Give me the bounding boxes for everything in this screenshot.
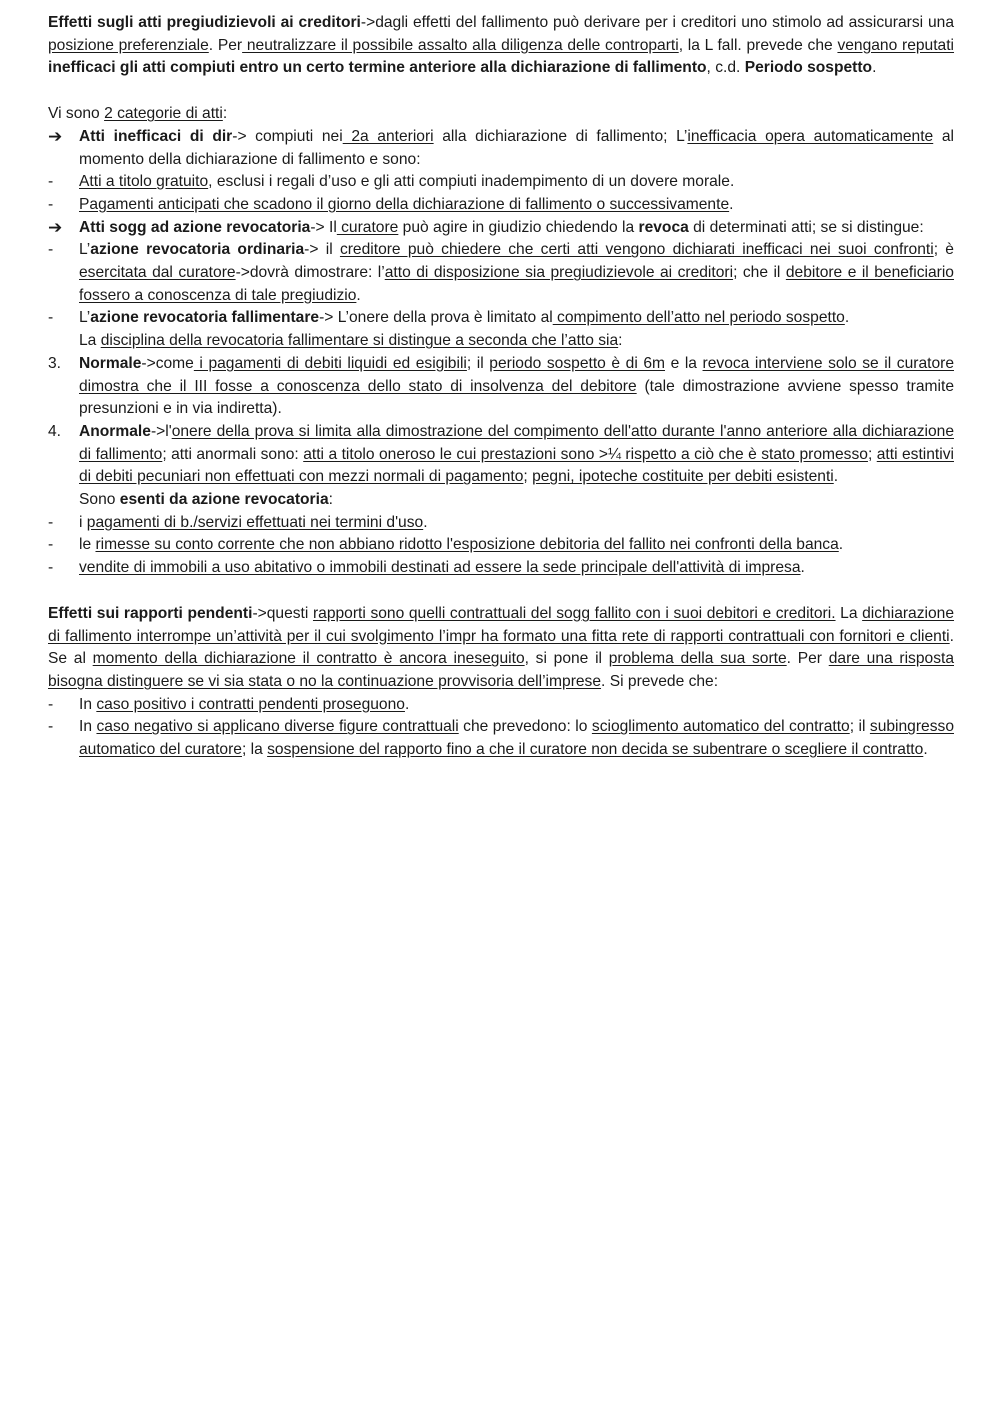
spacer [48, 580, 954, 603]
arrow-right-icon: ➔ [48, 217, 63, 237]
text: . [356, 286, 361, 304]
text: ; la [241, 741, 268, 759]
text: . [800, 559, 805, 577]
list-item-caso-positivo [48, 694, 954, 717]
text: , si pone il [524, 650, 609, 668]
numbered-item-normale [48, 353, 954, 421]
indented-line-esenti [48, 489, 954, 512]
text: : [328, 491, 333, 509]
list-item-revocatoria-ordinaria [48, 239, 954, 307]
bold-text: esenti da azione revocatoria [119, 491, 329, 509]
text: In [79, 695, 97, 713]
text: : [618, 332, 623, 350]
bold-text: Atti inefficaci di dir [79, 127, 233, 145]
spacer [48, 80, 954, 103]
underlined-text: onere della prova si limita alla dimostrazione del compimento dell'atto durante l'anno anteriore alla dichiarazione di fallimento [79, 422, 954, 463]
text: ->come [141, 354, 194, 372]
underlined-text: dare una risposta bisogna distinguere se vi sia stata o no la continuazione provvisoria dell’imprese [48, 650, 954, 690]
text: . [872, 59, 877, 77]
underlined-text: esercitata dal curatore [79, 264, 236, 282]
dash-marker: - [48, 513, 54, 531]
list-item-titolo-gratuito [48, 171, 954, 194]
heading-atti-pregiudizievoli: Effetti sugli atti pregiudizievoli ai creditori [48, 14, 361, 31]
paragraph-rapporti-pendenti [48, 603, 954, 694]
dash-marker: - [48, 536, 54, 554]
dash-marker: - [48, 241, 54, 259]
underlined-text: atti estintivi di debiti pecuniari non effettuati con mezzi normali di pagamento [79, 445, 954, 486]
underlined-text: subingresso automatico del curatore [79, 718, 954, 759]
underlined-text: atti a titolo oneroso le cui prestazioni sono >¼ rispetto a ciò che è stato promesso [303, 445, 868, 463]
arrow-item-atti-inefficaci [48, 126, 954, 171]
dash-marker: - [48, 695, 54, 713]
text: Vi sono [48, 105, 105, 123]
text: . Si prevede che: [601, 672, 719, 690]
underlined-text: pagamenti di b./servizi effettuati nei termini d'uso [86, 513, 424, 531]
text: ->l' [150, 422, 172, 440]
text: , esclusi i regali d’uso e gli atti compiuti inadempimento di un dovere morale. [208, 173, 735, 191]
text: di determinati atti; se si distingue: [688, 218, 924, 236]
text: può agire in giudizio chiedendo la [398, 218, 639, 236]
text: ; [523, 468, 533, 486]
text: ; che il [733, 264, 786, 282]
text: le [79, 536, 96, 554]
text: . [833, 468, 839, 486]
text: e la [665, 354, 703, 372]
underlined-text: Pagamenti anticipati che scadono il giorno della dichiarazione di fallimento o successivamente [79, 195, 730, 213]
underlined-text: pegni, ipoteche costituite per debiti esistenti [532, 468, 834, 486]
text: L’ [79, 309, 91, 327]
list-item-rimesse [48, 534, 954, 557]
underlined-text: debitore e il beneficiario fossero a conoscenza di tale pregiudizio [79, 264, 954, 304]
arrow-item-azione-revocatoria [48, 217, 954, 240]
list-item-pagamenti-anticipati [48, 194, 954, 217]
dash-marker: - [48, 309, 54, 327]
underlined-text: creditore può chiedere che certi atti vengono dichiarati inefficaci nei suoi confronti [339, 241, 934, 259]
text: Sono [79, 491, 120, 509]
underlined-text: rapporti sono quelli contrattuali del sogg fallito con i suoi debitori e creditori. [312, 604, 836, 622]
indented-line-disciplina [48, 330, 954, 353]
underlined-text: inefficacia opera automaticamente [687, 127, 934, 145]
text: . [729, 195, 734, 213]
text: i [79, 513, 87, 531]
underlined-text: vendite di immobili a uso abitativo o immobili destinati ad essere la sede principale dell'attività di impresa [79, 559, 801, 577]
bold-text: azione revocatoria ordinaria [90, 241, 305, 259]
number-marker: 4. [48, 422, 62, 440]
underlined-text: Atti a titolo gratuito [79, 173, 209, 191]
text: L’ [79, 241, 91, 259]
text: In [79, 718, 97, 736]
underlined-text: 2 categorie di atti [104, 105, 223, 123]
list-item-pagamenti-servizi [48, 512, 954, 535]
underlined-text: caso negativo si applicano diverse figure contrattuali [96, 718, 459, 736]
bold-text: Normale [79, 354, 142, 372]
paragraph-categorie [48, 103, 954, 126]
dash-marker: - [48, 173, 54, 191]
underlined-text: revoca interviene solo se il curatore dimostra che il III fosse a conoscenza dello stato di insolvenza del debitore [79, 354, 954, 395]
paragraph-atti-pregiudizievoli [48, 12, 954, 80]
underlined-text: sospensione del rapporto fino a che il curatore non decida se subentrare o scegliere il contratto [267, 741, 924, 759]
dash-marker: - [48, 195, 54, 213]
text: al momento della dichiarazione di fallimento e sono: [79, 127, 954, 168]
list-item-vendite-immobili [48, 557, 954, 580]
bold-text: Anormale [79, 422, 151, 440]
underlined-text: periodo sospetto è di 6m [489, 354, 666, 372]
underlined-text: scioglimento automatico del contratto [591, 718, 850, 736]
number-marker: 3. [48, 354, 62, 372]
dash-marker: - [48, 559, 54, 577]
text: -> L’onere della prova è limitato al [319, 309, 553, 327]
text: alla dichiarazione di fallimento; L’ [433, 127, 688, 145]
underlined-text: momento della dichiarazione il contratto è ancora ineseguito [92, 650, 525, 668]
text: . Per [208, 36, 243, 54]
dash-marker: - [48, 718, 54, 736]
numbered-item-anormale [48, 421, 954, 489]
underlined-text: problema della sua sorte [608, 650, 787, 668]
text: . [844, 309, 850, 327]
text: ; è [933, 241, 954, 259]
bold-text: azione revocatoria fallimentare [90, 309, 320, 327]
underlined-text: neutralizzare il possibile assalto alla diligenza delle controparti [242, 36, 679, 54]
arrow-right-icon: ➔ [48, 126, 63, 146]
underlined-text: disciplina della revocatoria fallimentare si distingue a seconda che l’atto sia [100, 332, 619, 350]
text: -> compiuti nei [232, 127, 343, 145]
text: ->dagli effetti del fallimento può derivare per i creditori uno stimolo ad assicurarsi una [360, 14, 954, 31]
text: ; il [849, 718, 870, 736]
text: -> il [304, 241, 340, 259]
text: ->dovrà dimostrare: l’ [235, 264, 385, 282]
heading-rapporti-pendenti: Effetti sui rapporti pendenti [48, 604, 253, 622]
text: , c.d. [706, 59, 745, 77]
underlined-text: dichiarazione di fallimento interrompe un’attività per il cui svolgimento l’impr ha formato una fitta rete di rapporti contrattuali con fornitori e clienti [48, 604, 955, 645]
underlined-text: vengano reputati [837, 36, 955, 54]
underlined-text: rimesse su conto corrente che non abbiano ridotto l'esposizione debitoria del fallito nei confronti della banca [95, 536, 839, 554]
text: : [222, 105, 228, 123]
list-item-caso-negativo [48, 716, 954, 761]
underlined-text: i pagamenti di debiti liquidi ed esigibili [193, 354, 467, 372]
text: . [838, 536, 844, 554]
underlined-text: posizione preferenziale [48, 36, 209, 54]
text: . Per [786, 650, 829, 668]
bold-text: Atti sogg ad azione revocatoria [79, 218, 311, 236]
list-item-revocatoria-fallimentare [48, 307, 954, 330]
text: . [404, 695, 410, 713]
underlined-text: atto di disposizione sia pregiudizievole ai creditori [384, 264, 734, 282]
document-page [48, 12, 954, 762]
text: La [79, 332, 101, 350]
text: -> Il [310, 218, 337, 236]
bold-text: inefficaci gli atti compiuti entro un certo termine anteriore alla dichiarazione di fallimento [48, 59, 707, 77]
text: . Se al [48, 627, 954, 668]
underlined-text: curatore [336, 218, 399, 236]
text: che prevedono: lo [458, 718, 592, 736]
text: ; atti anormali sono: [162, 445, 304, 463]
text: . [923, 741, 928, 759]
text: , la L fall. prevede che [678, 36, 838, 54]
bold-text: Periodo sospetto [744, 59, 873, 77]
underlined-text: compimento dell’atto nel periodo sospetto [552, 309, 845, 327]
bold-text: revoca [638, 218, 689, 236]
text: ->questi [252, 604, 313, 622]
underlined-text: caso positivo i contratti pendenti proseguono [96, 695, 405, 713]
text: . [423, 513, 428, 531]
underlined-text: 2a anteriori [342, 127, 434, 145]
text: La [835, 604, 863, 622]
text: ; il [466, 354, 490, 372]
text: ; [867, 445, 877, 463]
text: (tale dimostrazione avviene spesso tramite presunzioni e in via indiretta). [79, 377, 954, 418]
